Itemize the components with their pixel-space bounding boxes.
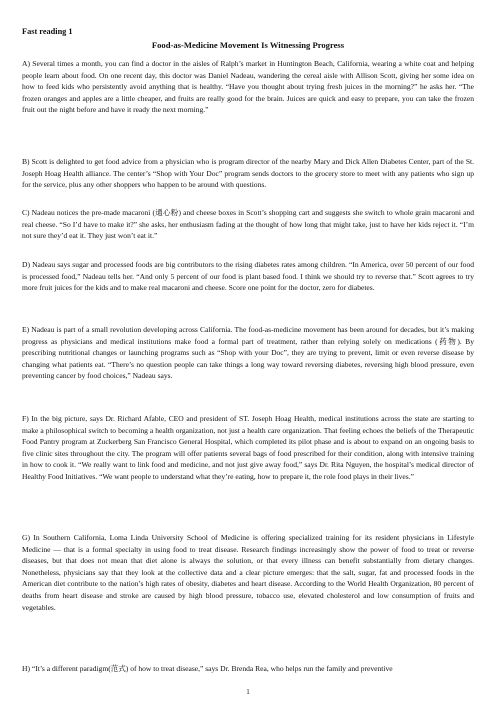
paragraph-letter: G) <box>22 533 30 542</box>
section-label: Fast reading 1 <box>22 27 73 36</box>
paragraph-text: Nadeau notices the pre-made macaroni (通心粉) and cheese boxes in Scott’s shopping cart and suggests she switch to whole grain macaroni and real cheese. “So I’d have to make it?” she asks, her enthusiasm fading at the thought of how long that might take, just to have her kids reject it. “I’m not sure they’d eat it. They just won’t eat it.” <box>22 208 474 241</box>
paragraph-letter: C) <box>22 208 30 217</box>
paragraph-g <box>22 532 474 613</box>
paragraph-text: Scott is delighted to get food advice from a physician who is program director of the nearby Mary and Dick Allen Diabetes Center, part of the St. Joseph Hoag Health alliance. The center’s “Shop with Your Doc” program sends doctors to the grocery store to meet with any patients who sign up for the service, plus any other shoppers who happen to be around with questions. <box>22 157 475 190</box>
page-number: 1 <box>246 688 250 696</box>
paragraph-text: Nadeau says sugar and processed foods are big contributors to the rising diabetes rates among children. “In America, over 50 percent of our food is processed food,” Nadeau tells her. “And only 5 percent of our food is plant based food. I think we should try to reverse that.” Scott agrees to try more fruit juices for the kids and to make real macaroni and cheese. Score one point for the doctor, zero for diabetes. <box>22 260 474 293</box>
paragraph-text: Nadeau is part of a small revolution developing across California. The food-as-medicine movement has been around for decades, but it’s making progress as physicians and medical institutions make food a formal part of treatment, rather than relying solely on medications (药物). By prescribing nutritional changes or launching programs such as “Shop with your Doc”, they are trying to prevent, limit or even reverse disease by changing what patients eat. “There’s no question people can take things a long way toward reversing diabetes, reversing high blood pressure, even preventing cancer by food choices,” Nadeau says. <box>22 325 474 381</box>
paragraph-text: In the big picture, says Dr. Richard Afable, CEO and president of ST. Joseph Hoag Health, medical institutions across the state are starting to make a philosophical switch to becoming a health organization, not just a health care organization. That feeling echoes the beliefs of the Therapeutic Food Pantry program at Zuckerberg San Francisco General Hospital, which completed its pilot phase and is about to expand on an ongoing basis to five clinic sites throughout the city. The program will offer patients several bags of food prescribed for their condition, along with intensive training in how to cook it. “We really want to link food and medicine, and not just give away food,” says Dr. Rita Nguyen, the hospital’s medical director of Healthy Food Initiatives. “We want people to understand what they’re eating, how to prepare it, the role food plays in their lives.” <box>22 414 474 481</box>
paragraph-c <box>22 207 474 242</box>
paragraph-text: “It’s a different paradigm(范式) of how to treat disease,” says Dr. Brenda Rea, who helps run the family and preventive <box>31 664 393 673</box>
paragraph-e <box>22 324 474 382</box>
paragraph-letter: D) <box>22 260 30 269</box>
paragraph-letter: F) <box>22 414 29 423</box>
paragraph-h <box>22 663 474 675</box>
paragraph-a <box>22 58 474 116</box>
paragraph-letter: B) <box>22 157 30 166</box>
paragraph-letter: E) <box>22 325 30 334</box>
paragraph-text: In Southern California, Loma Linda University School of Medicine is offering specialized training for its resident physicians in Lifestyle Medicine — that is a formal specialty in using food to treat disease. Research findings increasingly show the power of food to treat or reverse diseases, but that does not mean that diet alone is always the solution, or that every illness can benefit substantially from dietary changes. Nonetheless, physicians say that they look at the collective data and a clear picture emerges: that the salt, sugar, fat and processed foods in the American diet contribute to the nation’s high rates of obesity, diabetes and heart disease. According to the World Health Organization, 80 percent of deaths from heart disease and stroke are caused by high blood pressure, tobacco use, elevated cholesterol and low consumption of fruits and vegetables. <box>22 533 474 612</box>
article-title: Food-as-Medicine Movement Is Witnessing Progress <box>151 40 345 50</box>
paragraph-letter: A) <box>22 59 30 68</box>
paragraph-b <box>22 156 474 191</box>
paragraph-f <box>22 413 474 483</box>
paragraph-letter: H) <box>22 664 30 673</box>
paragraph-d <box>22 259 474 294</box>
paragraph-text: Several times a month, you can find a doctor in the aisles of Ralph’s market in Huntington Beach, California, wearing a white coat and helping people learn about food. On one recent day, this doctor was Daniel Nadeau, wandering the cereal aisle with Allison Scott, giving her some idea on how to feed kids who persistently avoid anything that is healthy. “Have you thought about trying fresh juices in the morning?” he asks her. “The frozen oranges and apples are a little cheaper, and fruits are really good for the brain. Juices are quick and easy to prepare, you can take the frozen fruit out the night before and have it ready the next morning.” <box>22 59 474 115</box>
